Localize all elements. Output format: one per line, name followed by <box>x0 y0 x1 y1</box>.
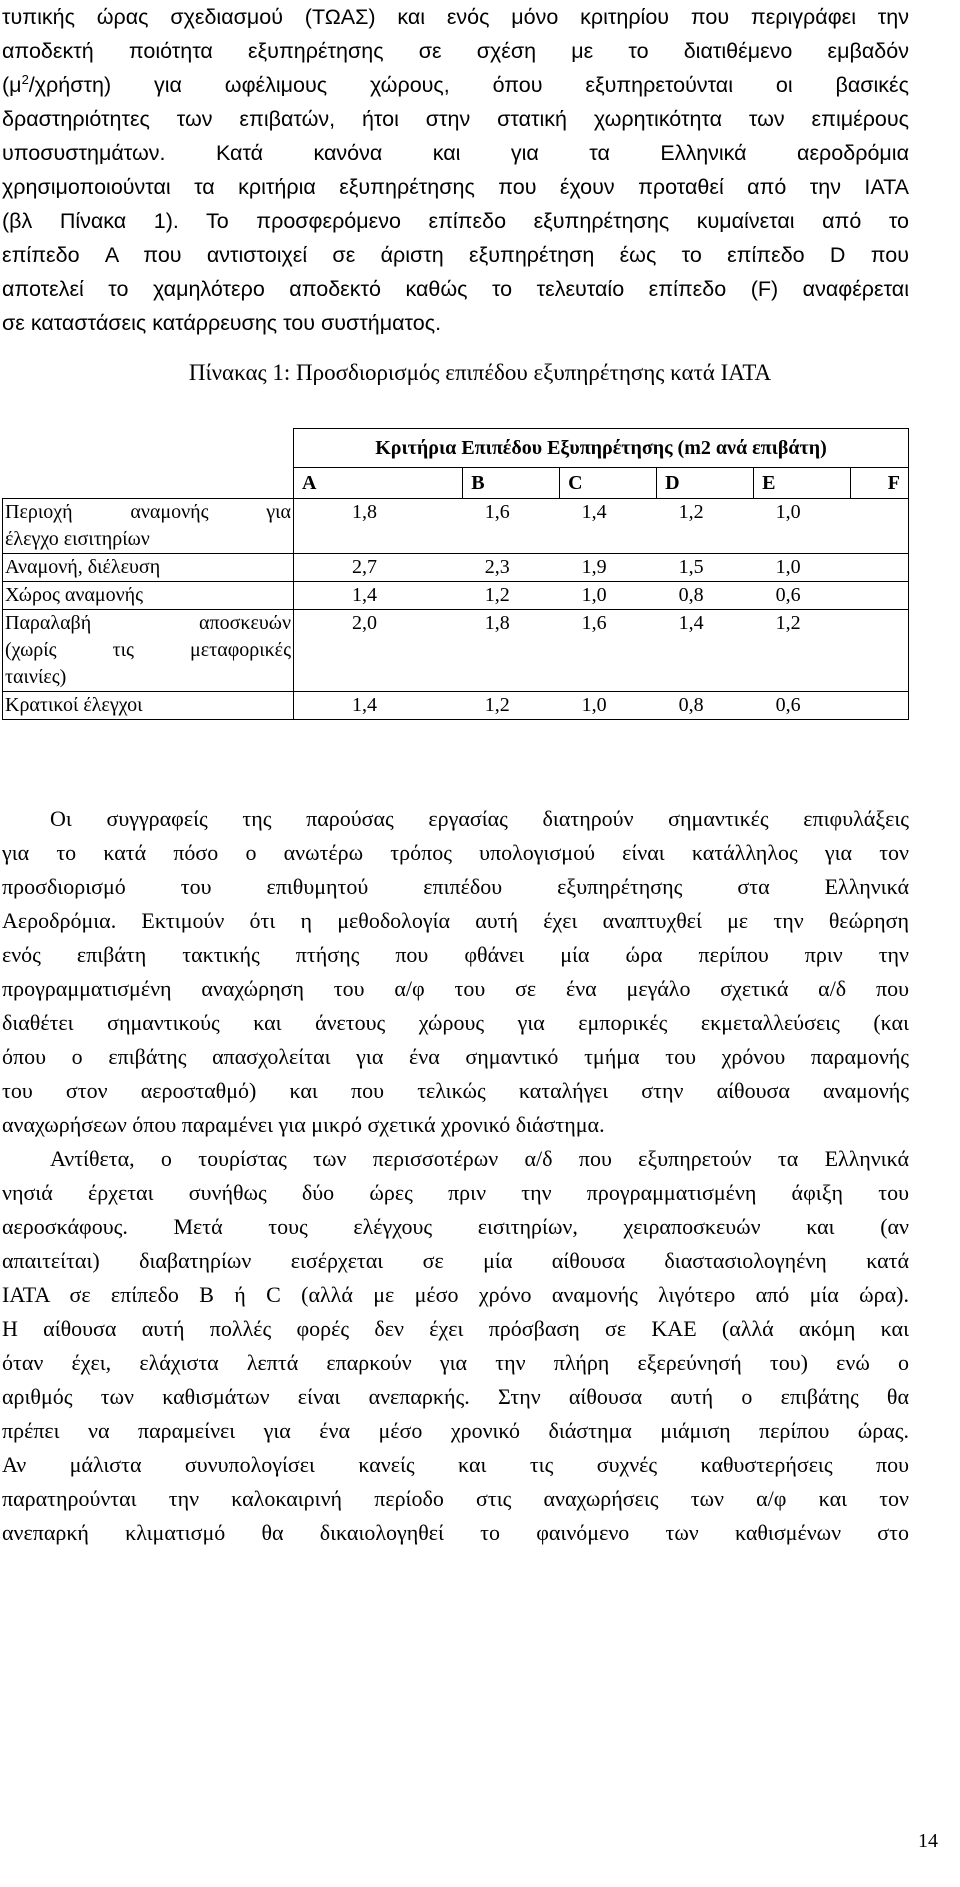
text-line: αεροσκάφους. Μετά τους ελέγχους εισιτηρίων, χειραποσκευών και (αν <box>2 1214 909 1239</box>
row-label <box>3 554 294 582</box>
table-cell: 2,3 <box>463 554 560 582</box>
table-cell: 1,0 <box>560 692 657 720</box>
row-label-line: έλεγχο εισιτηρίων <box>5 528 150 550</box>
row-label <box>3 499 294 554</box>
row-label-line: Περιοχή αναμονής για <box>5 501 291 523</box>
text-line: Αντίθετα, ο τουρίστας των περισσοτέρων α/δ που εξυπηρετούν τα Ελληνικά <box>50 1146 909 1171</box>
level-header: D <box>657 468 754 499</box>
text-line: επίπεδο A που αντιστοιχεί σε άριστη εξυπηρέτηση έως το επίπεδο D που <box>2 243 909 267</box>
row-label-line: ταινίες) <box>5 666 67 688</box>
row-label-line: Αναμονή, διέλευση <box>5 556 161 578</box>
text-line: ενός επιβάτη τακτικής πτήσης που φθάνει μία ώρα περίπου πριν την <box>2 942 909 967</box>
unit-superscript: 2 <box>21 72 29 87</box>
text-line: χρησιμοποιούνται τα κριτήρια εξυπηρέτησης που έχουν προταθεί από την IATA <box>2 175 909 199</box>
unit-rest: /χρήστη) για ωφέλιμους χώρους, όπου εξυπηρετούνται οι βασικές <box>28 73 909 97</box>
text-line: προγραμματισμένη αναχώρηση του α/φ του σε ένα μεγάλο σχετικά α/δ που <box>2 976 909 1001</box>
table-cell-empty <box>851 554 909 582</box>
row-label-line: Παραλαβή αποσκευών <box>5 612 291 634</box>
table-cell: 0,6 <box>754 692 851 720</box>
text-line: όπου ο επιβάτης απασχολείται για ένα σημαντικό τμήμα του χρόνου παραμονής <box>2 1044 909 1069</box>
level-header: B <box>463 468 560 499</box>
table-cell: 0,6 <box>754 582 851 610</box>
table-cell-empty <box>851 610 909 692</box>
text-line: προσδιορισμό του επιθυμητού επιπέδου εξυπηρέτησης στα Ελληνικά <box>2 874 909 899</box>
table-cell: 1,4 <box>657 610 754 692</box>
table-cell: 1,4 <box>560 499 657 554</box>
text-line: απαιτείται) διαβατηρίων εισέρχεται σε μία αίθουσα διαστασιολογηένη κατά <box>2 1248 909 1273</box>
intro-paragraph <box>2 0 909 340</box>
text-line: Αεροδρόμια. Εκτιμούν ότι η μεθοδολογία αυτή έχει αναπτυχθεί με την θεώρηση <box>2 908 909 933</box>
unit-prefix: (μ <box>2 73 22 97</box>
table-cell: 1,6 <box>463 499 560 554</box>
paragraph-authors-reservations <box>2 802 909 1142</box>
table-cell: 1,2 <box>754 610 851 692</box>
table-cell: 1,2 <box>657 499 754 554</box>
level-header: E <box>754 468 851 499</box>
table-levels-row <box>3 468 909 499</box>
table-cell-empty <box>851 582 909 610</box>
table-row <box>3 499 909 554</box>
text-line: (βλ Πίνακα 1). Το προσφερόμενο επίπεδο εξυπηρέτησης κυμαίνεται από το <box>2 209 909 233</box>
table-row <box>3 610 909 692</box>
paragraph-tourist-comparison <box>2 1142 909 1550</box>
table-corner <box>3 429 294 468</box>
page-number: 14 <box>918 1830 938 1852</box>
table-cell: 1,8 <box>294 499 463 554</box>
text-line: όταν έχει, ελάχιστα λεπτά επαρκούν για την πλήρη εξερεύνησή του) ενώ ο <box>2 1350 909 1375</box>
table-header-title: Κριτήρια Επιπέδου Εξυπηρέτησης (m2 ανά επιβάτη) <box>294 429 909 468</box>
row-label <box>3 582 294 610</box>
text-line: Αν μάλιστα συνυπολογίσει κανείς και τις συχνές καθυστερήσεις που <box>2 1452 909 1477</box>
row-label-line: Χώρος αναμονής <box>5 584 144 606</box>
table-caption: Πίνακας 1: Προσδιορισμός επιπέδου εξυπηρέτησης κατά IATA <box>188 360 772 385</box>
table-row <box>3 582 909 610</box>
table-row <box>3 554 909 582</box>
table-cell: 1,9 <box>560 554 657 582</box>
row-label <box>3 610 294 692</box>
table-cell: 1,8 <box>463 610 560 692</box>
table-cell: 0,8 <box>657 582 754 610</box>
text-line: Οι συγγραφείς της παρούσας εργασίας διατηρούν σημαντικές επιφυλάξεις <box>50 806 909 831</box>
table-header-row <box>3 429 909 468</box>
text-line: αποτελεί το χαμηλότερο αποδεκτό καθώς το τελευταίο επίπεδο (F) αναφέρεται <box>2 277 909 301</box>
row-label <box>3 692 294 720</box>
table-cell: 0,8 <box>657 692 754 720</box>
table-cell: 1,0 <box>754 499 851 554</box>
text-line: του στον αεροσταθμό) και που τελικώς καταλήγει στην αίθουσα αναμονής <box>2 1078 909 1103</box>
table-cell: 1,5 <box>657 554 754 582</box>
table-cell-empty <box>851 692 909 720</box>
iata-level-of-service-table <box>2 428 909 720</box>
text-line: νησιά έρχεται συνήθως δύο ώρες πριν την προγραμματισμένη άφιξη του <box>2 1180 909 1205</box>
text-line: ανεπαρκή κλιματισμό θα δικαιολογηθεί το φαινόμενο των καθισμένων στο <box>2 1520 909 1545</box>
table-row <box>3 692 909 720</box>
text-line: διαθέτει σημαντικούς και άνετους χώρους για εμπορικές εκμεταλλεύσεις (και <box>2 1010 909 1035</box>
table-cell: 1,2 <box>463 692 560 720</box>
text-line: τυπικής ώρας σχεδιασμού (ΤΩΑΣ) και ενός μόνο κριτηρίου που περιγράφει την <box>2 5 909 29</box>
table-cell: 1,4 <box>294 692 463 720</box>
table-cell-empty <box>851 499 909 554</box>
level-header: C <box>560 468 657 499</box>
table-cell: 1,0 <box>560 582 657 610</box>
text-line: σε καταστάσεις κατάρρευσης του συστήματος. <box>2 311 442 335</box>
text-line: IATA σε επίπεδο B ή C (αλλά με μέσο χρόνο αναμονής λιγότερο από μία ώρα). <box>2 1282 909 1307</box>
text-line: για το κατά πόσο ο ανωτέρω τρόπος υπολογισμού είναι κατάλληλος για τον <box>2 840 909 865</box>
table-corner <box>3 468 294 499</box>
text-line: υποσυστημάτων. Κατά κανόνα και για τα Ελληνικά αεροδρόμια <box>2 141 909 165</box>
text-line: αποδεκτή ποιότητα εξυπηρέτησης σε σχέση με το διατιθέμενο εμβαδόν <box>2 39 909 63</box>
row-label-line: Κρατικοί έλεγχοι <box>5 694 143 716</box>
table-cell: 1,2 <box>463 582 560 610</box>
table-cell: 2,7 <box>294 554 463 582</box>
level-header: A <box>294 468 463 499</box>
text-line: δραστηριότητες των επιβατών, ήτοι στην στατική χωρητικότητα των επιμέρους <box>2 107 909 131</box>
text-line: αναχωρήσεων όπου παραμένει για μικρό σχετικά χρονικό διάστημα. <box>2 1112 605 1137</box>
text-line: Η αίθουσα αυτή πολλές φορές δεν έχει πρόσβαση σε ΚΑΕ (αλλά ακόμη και <box>2 1316 909 1341</box>
table-cell: 1,6 <box>560 610 657 692</box>
text-line: παρατηρούνται την καλοκαιρινή περίοδο στις αναχωρήσεις των α/φ και τον <box>2 1486 909 1511</box>
row-label-line: (χωρίς τις μεταφορικές <box>5 639 291 661</box>
text-line: πρέπει να παραμείνει για ένα μέσο χρονικό διάστημα μιάμιση περίπου ώρας. <box>2 1418 909 1443</box>
text-line <box>2 68 909 102</box>
table-cell: 2,0 <box>294 610 463 692</box>
table-cell: 1,0 <box>754 554 851 582</box>
table-cell: 1,4 <box>294 582 463 610</box>
level-header: F <box>851 468 909 499</box>
text-line: αριθμός των καθισμάτων είναι ανεπαρκής. Στην αίθουσα αυτή ο επιβάτης θα <box>2 1384 909 1409</box>
